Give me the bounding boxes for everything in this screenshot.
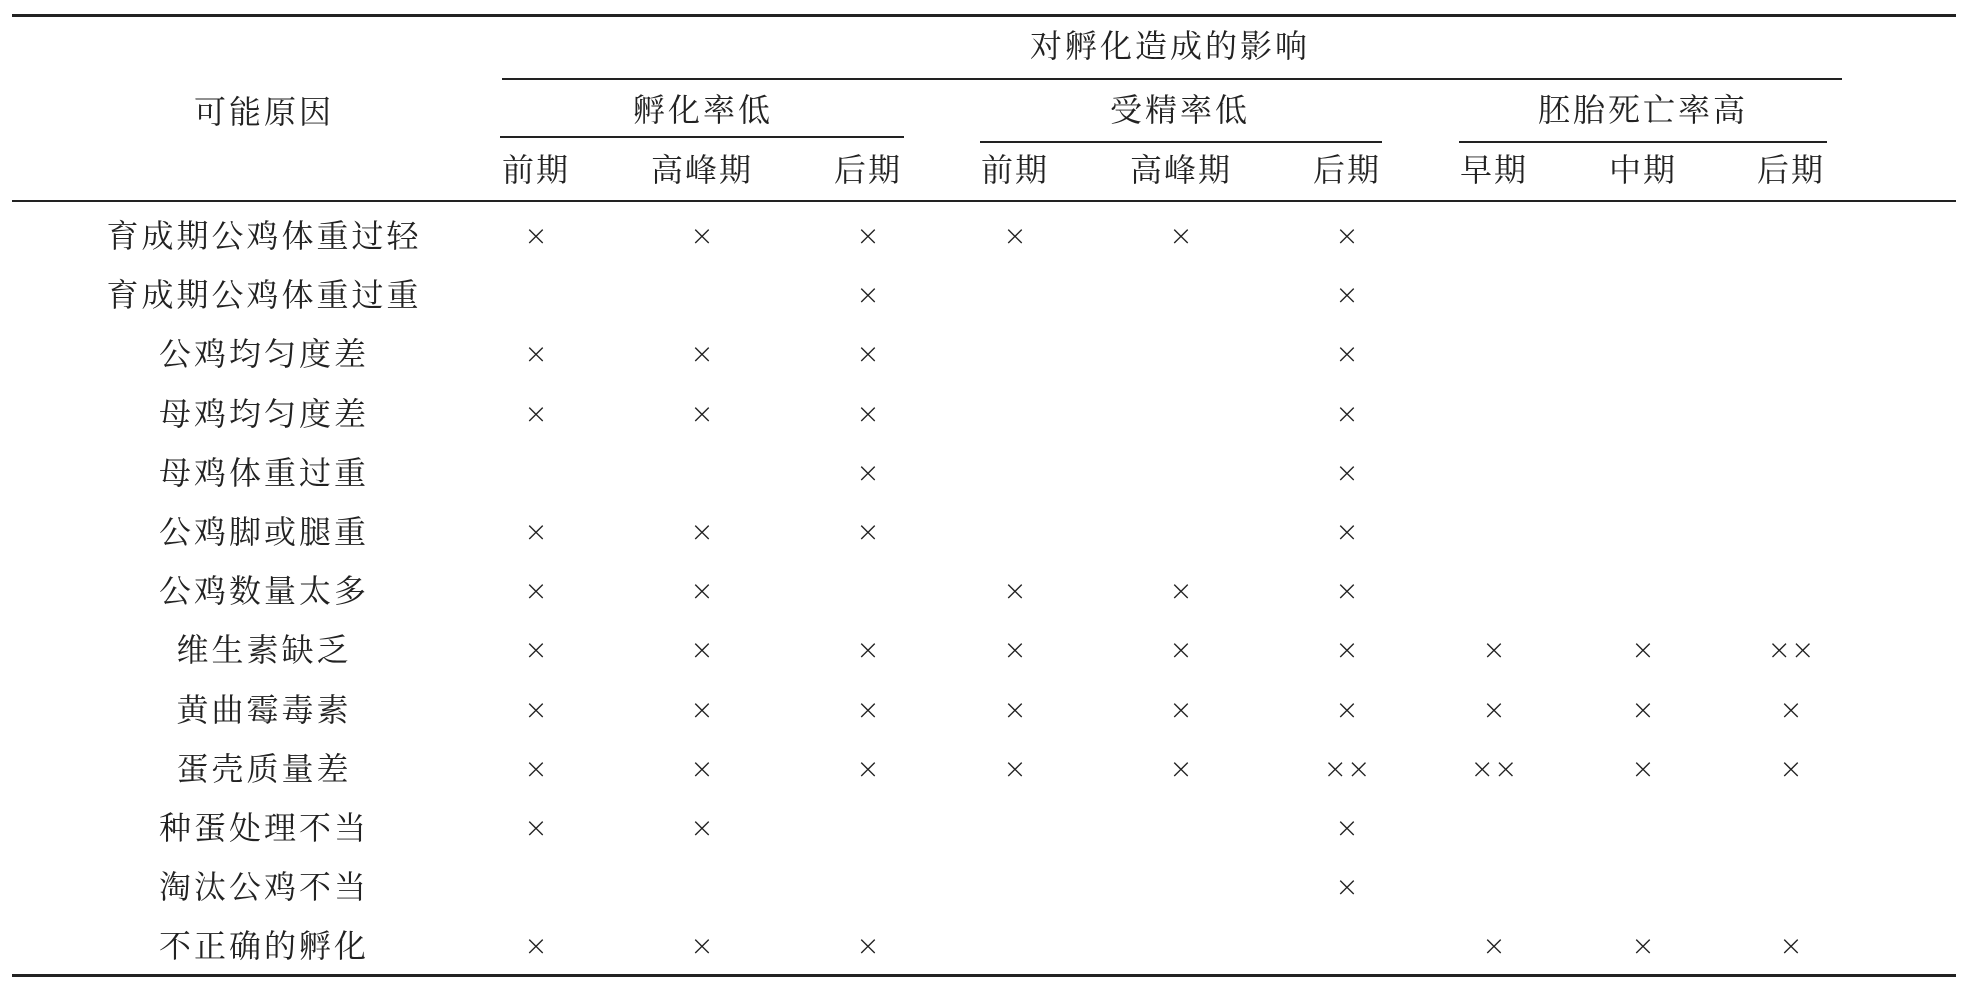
effect-mark-cell: × [524, 574, 548, 608]
effect-mark-cell: × [1335, 219, 1359, 252]
effect-mark-cell: × [1631, 692, 1655, 726]
effect-mark-cell: × [690, 811, 714, 844]
effect-mark-cell: × [856, 278, 880, 312]
effect-mark-cell: × [856, 455, 880, 489]
row-cause-label: 母鸡体重过重 [158, 453, 370, 492]
effect-mark-cell: × [1779, 692, 1803, 726]
effect-mark-cell: × [1482, 692, 1506, 726]
effect-mark-cell: × [1335, 574, 1359, 608]
effect-mark-cell: × [524, 929, 548, 963]
effect-mark-cell: × [1335, 870, 1359, 904]
row-cause-label: 不正确的孵化 [158, 927, 370, 966]
header-bottom-rule [12, 200, 1956, 202]
bottom-rule [12, 974, 1956, 977]
effect-mark-cell: × [524, 515, 548, 548]
subheader-fertility-late: 后期 [1312, 151, 1382, 189]
group-rule-hatch [500, 136, 904, 138]
effect-mark-cell: × [1169, 219, 1193, 252]
group-rule-fertility [980, 141, 1382, 143]
stub-header: 可能原因 [193, 93, 335, 131]
subheader-fertility-early: 前期 [980, 151, 1050, 189]
row-cause-label: 育成期公鸡体重过轻 [106, 217, 422, 255]
group-rule-embryo [1459, 141, 1827, 143]
effect-mark-cell: × [1335, 396, 1359, 430]
effect-mark-cell: × [1335, 455, 1359, 489]
row-cause-label: 淘汰公鸡不当 [158, 868, 370, 907]
spanner-header: 对孵化造成的影响 [1029, 27, 1311, 65]
effect-mark-cell: ×× [1323, 751, 1371, 785]
effect-mark-cell: × [1169, 692, 1193, 726]
subheader-hatch-peak: 高峰期 [650, 151, 754, 189]
subheader-embryo-late: 后期 [1756, 151, 1826, 189]
group-header-embryo-mortality: 胚胎死亡率高 [1537, 91, 1749, 129]
effect-mark-cell: × [1169, 633, 1193, 667]
effect-mark-cell: × [1335, 337, 1359, 371]
row-cause-label: 育成期公鸡体重过重 [106, 276, 422, 315]
effect-mark-cell: × [690, 929, 714, 963]
effect-mark-cell: × [1335, 278, 1359, 312]
effect-mark-cell: × [690, 633, 714, 667]
effect-mark-cell: × [1631, 633, 1655, 667]
effect-mark-cell: × [690, 751, 714, 785]
row-cause-label: 公鸡均匀度差 [158, 335, 370, 374]
effect-mark-cell: × [1482, 633, 1506, 667]
row-cause-label: 黄曲霉毒素 [176, 690, 352, 729]
effect-mark-cell: × [1779, 751, 1803, 785]
effect-mark-cell: × [690, 219, 714, 252]
effect-mark-cell: × [524, 633, 548, 667]
subheader-embryo-middle: 中期 [1608, 151, 1678, 189]
effect-mark-cell: × [524, 337, 548, 371]
effect-mark-cell: × [524, 219, 548, 252]
row-cause-label: 公鸡脚或腿重 [158, 513, 370, 551]
spanner-rule [502, 78, 1842, 80]
effect-mark-cell: × [1169, 751, 1193, 785]
effect-mark-cell: × [1335, 811, 1359, 844]
effect-mark-cell: × [1003, 692, 1027, 726]
effect-mark-cell: × [1003, 751, 1027, 785]
effect-mark-cell: × [1003, 219, 1027, 252]
row-cause-label: 公鸡数量太多 [158, 572, 370, 611]
effect-mark-cell: × [524, 692, 548, 726]
subheader-embryo-early: 早期 [1459, 151, 1529, 189]
effect-mark-cell: × [1003, 633, 1027, 667]
effect-mark-cell: × [690, 692, 714, 726]
effect-mark-cell: × [856, 515, 880, 548]
effect-mark-cell: × [856, 929, 880, 963]
effect-mark-cell: × [856, 219, 880, 252]
effect-mark-cell: × [1779, 929, 1803, 963]
effect-mark-cell: × [690, 574, 714, 608]
row-cause-label: 维生素缺乏 [176, 631, 352, 670]
effect-mark-cell: × [690, 337, 714, 371]
effect-mark-cell: × [524, 751, 548, 785]
group-header-fertility-rate: 受精率低 [1109, 91, 1251, 129]
effect-mark-cell: × [1169, 574, 1193, 608]
effect-mark-cell: × [856, 396, 880, 430]
row-cause-label: 种蛋处理不当 [158, 809, 370, 847]
group-header-hatch-rate: 孵化率低 [632, 91, 774, 129]
effect-mark-cell: × [856, 751, 880, 785]
top-rule [12, 14, 1956, 17]
effect-mark-cell: × [1335, 633, 1359, 667]
effect-mark-cell: × [690, 515, 714, 548]
row-cause-label: 母鸡均匀度差 [158, 394, 370, 433]
effect-mark-cell: × [1631, 751, 1655, 785]
row-cause-label: 蛋壳质量差 [176, 749, 352, 788]
subheader-fertility-peak: 高峰期 [1129, 151, 1233, 189]
effect-mark-cell: × [856, 337, 880, 371]
effect-mark-cell: ×× [1470, 751, 1518, 785]
effect-mark-cell: × [1631, 929, 1655, 963]
effect-mark-cell: × [1482, 929, 1506, 963]
effect-mark-cell: × [1003, 574, 1027, 608]
effect-mark-cell: × [524, 811, 548, 844]
subheader-hatch-late: 后期 [833, 151, 903, 189]
effect-mark-cell: × [856, 633, 880, 667]
effect-mark-cell: × [1335, 515, 1359, 548]
effect-mark-cell: ×× [1767, 633, 1815, 667]
effect-mark-cell: × [856, 692, 880, 726]
effect-mark-cell: × [524, 396, 548, 430]
effect-mark-cell: × [1335, 692, 1359, 726]
subheader-hatch-early: 前期 [501, 151, 571, 189]
effect-mark-cell: × [690, 396, 714, 430]
